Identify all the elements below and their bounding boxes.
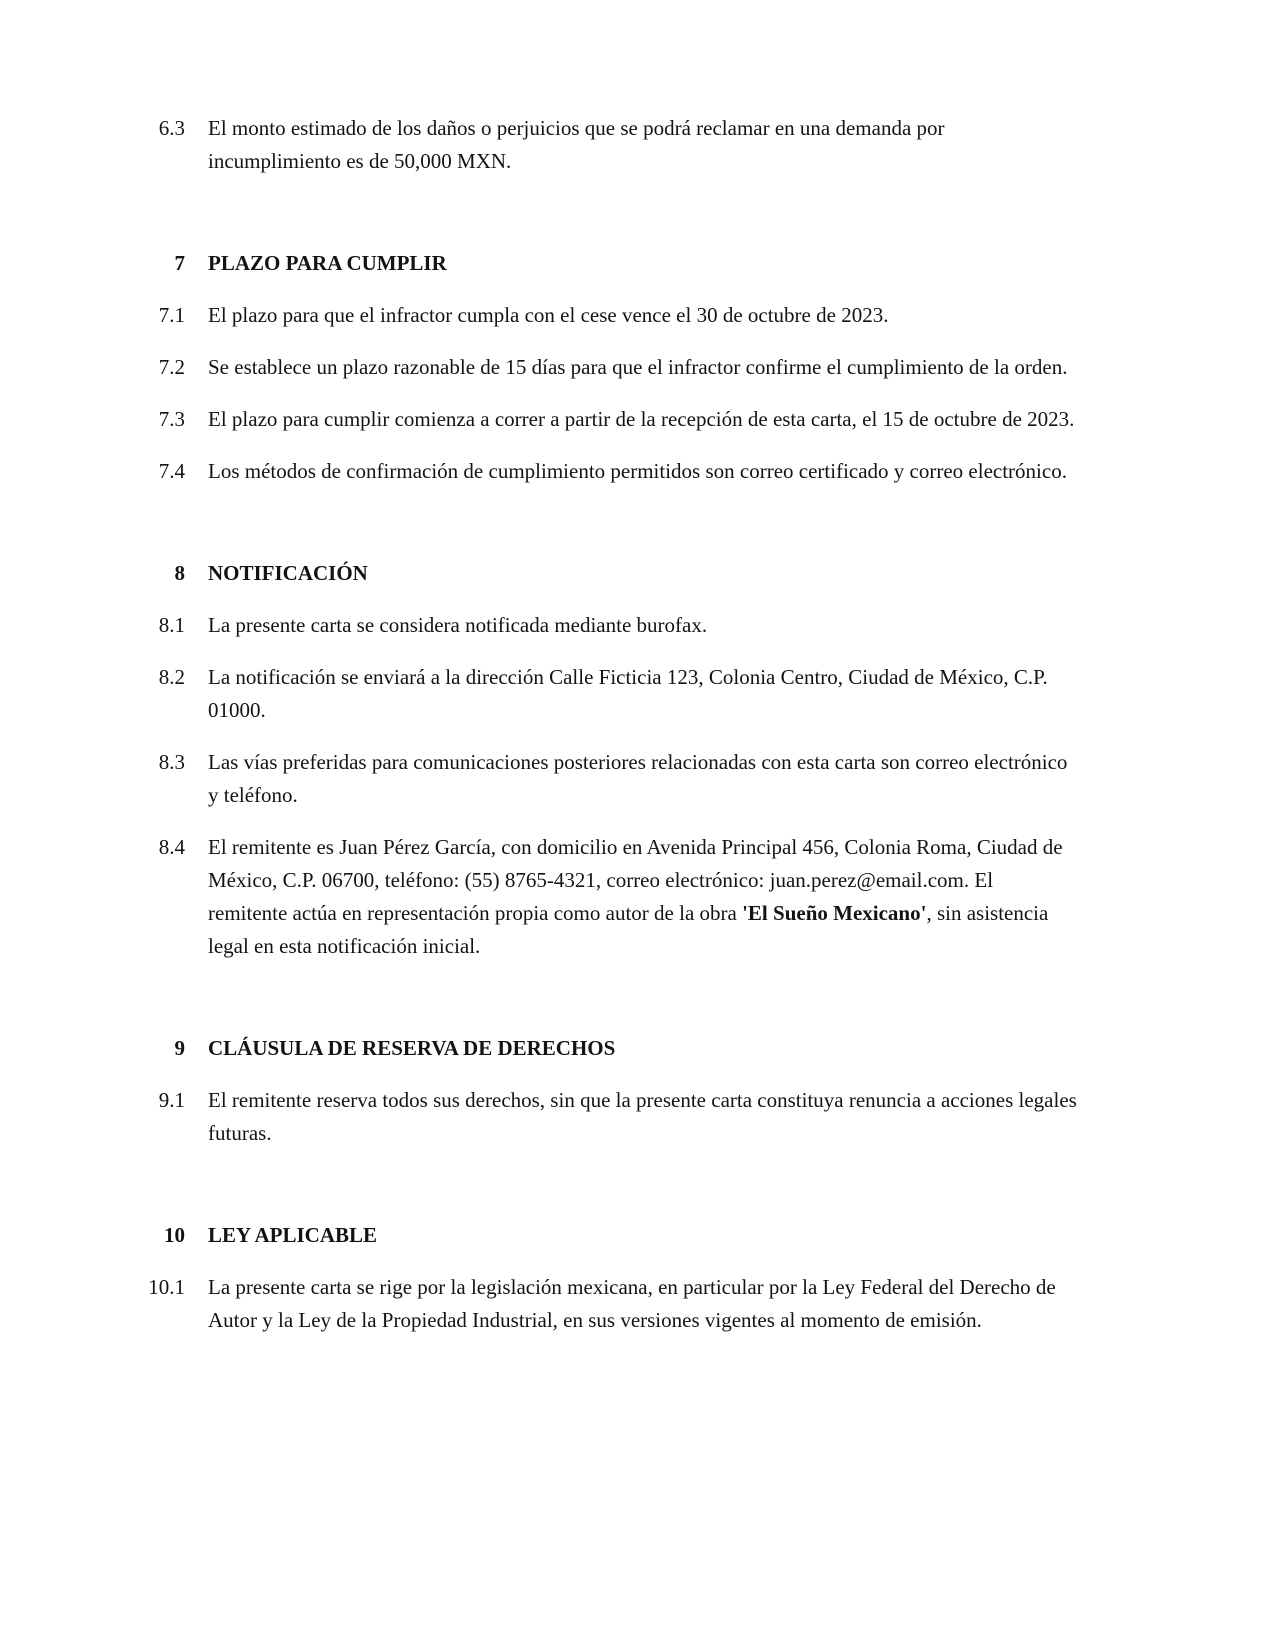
clause-7-2 — [135, 351, 1077, 384]
clause-text: La presente carta se rige por la legislación mexicana, en particular por la Ley Federal del Derecho de Autor y la Ley de la Propiedad Industrial, en sus versiones vigentes al momento de emisión. — [208, 1275, 1056, 1332]
section-heading-9 — [135, 1032, 1077, 1065]
clause-8-1 — [135, 609, 1077, 642]
section-heading-7 — [135, 247, 1077, 280]
clause-number: 9.1 — [158, 1088, 185, 1112]
section-number: 10 — [164, 1223, 185, 1247]
section-title: LEY APLICABLE — [208, 1223, 378, 1247]
clause-7-3 — [135, 403, 1077, 436]
clause-7-4 — [135, 455, 1077, 488]
clause-8-4 — [135, 831, 1077, 963]
section-title: NOTIFICACIÓN — [208, 561, 368, 585]
clause-text-normal: El remitente es Juan Pérez García, con domicilio en Avenida Principal 456, Colonia Roma, Ciudad de México, C.P. 06700, teléfono: (55) 8765-4321, correo electrónico: juan.perez@email.com. El remitente actúa en representación propia como autor de la obra — [208, 835, 1063, 925]
clause-6-3 — [135, 112, 1077, 178]
work-title-bold: 'El Sueño Mexicano' — [742, 901, 927, 925]
clause-10-1 — [135, 1271, 1077, 1337]
clause-text: Los métodos de confirmación de cumplimiento permitidos son correo certificado y correo electrónico. — [208, 459, 1067, 483]
section-number: 9 — [174, 1036, 185, 1060]
clause-number: 8.3 — [158, 750, 185, 774]
clause-text — [208, 831, 1077, 963]
clause-number: 6.3 — [158, 116, 185, 140]
section-heading-8 — [135, 557, 1077, 590]
clause-text: El monto estimado de los daños o perjuicios que se podrá reclamar en una demanda por incumplimiento es de 50,000 MXN. — [208, 116, 945, 173]
clause-number: 10.1 — [148, 1275, 185, 1299]
section-heading-10 — [135, 1219, 1077, 1252]
clause-text: El plazo para cumplir comienza a correr a partir de la recepción de esta carta, el 15 de octubre de 2023. — [208, 407, 1075, 431]
clause-number: 8.2 — [158, 665, 185, 689]
clause-number: 7.3 — [158, 407, 185, 431]
clause-text: Se establece un plazo razonable de 15 días para que el infractor confirme el cumplimiento de la orden. — [208, 355, 1068, 379]
section-number: 8 — [174, 561, 185, 585]
clause-8-3 — [135, 746, 1077, 812]
clause-number: 7.1 — [158, 303, 185, 327]
clause-text: El plazo para que el infractor cumpla con el cese vence el 30 de octubre de 2023. — [208, 303, 889, 327]
clause-text-normal: , sin asistencia legal en esta notificación inicial. — [208, 901, 1049, 958]
clause-number: 8.4 — [158, 835, 185, 859]
clause-9-1 — [135, 1084, 1077, 1150]
clause-number: 8.1 — [158, 613, 185, 637]
clause-text: La presente carta se considera notificada mediante burofax. — [208, 613, 708, 637]
clause-text: Las vías preferidas para comunicaciones posteriores relacionadas con esta carta son correo electrónico y teléfono. — [208, 750, 1068, 807]
clause-number: 7.4 — [158, 459, 185, 483]
clause-7-1 — [135, 299, 1077, 332]
clause-text: El remitente reserva todos sus derechos, sin que la presente carta constituya renuncia a acciones legales futuras. — [208, 1088, 1077, 1145]
clause-8-2 — [135, 661, 1077, 727]
clause-text: La notificación se enviará a la dirección Calle Ficticia 123, Colonia Centro, Ciudad de México, C.P. 01000. — [208, 665, 1048, 722]
section-title: PLAZO PARA CUMPLIR — [208, 251, 447, 275]
clause-number: 7.2 — [158, 355, 185, 379]
section-number: 7 — [174, 251, 185, 275]
section-title: CLÁUSULA DE RESERVA DE DERECHOS — [208, 1036, 616, 1060]
